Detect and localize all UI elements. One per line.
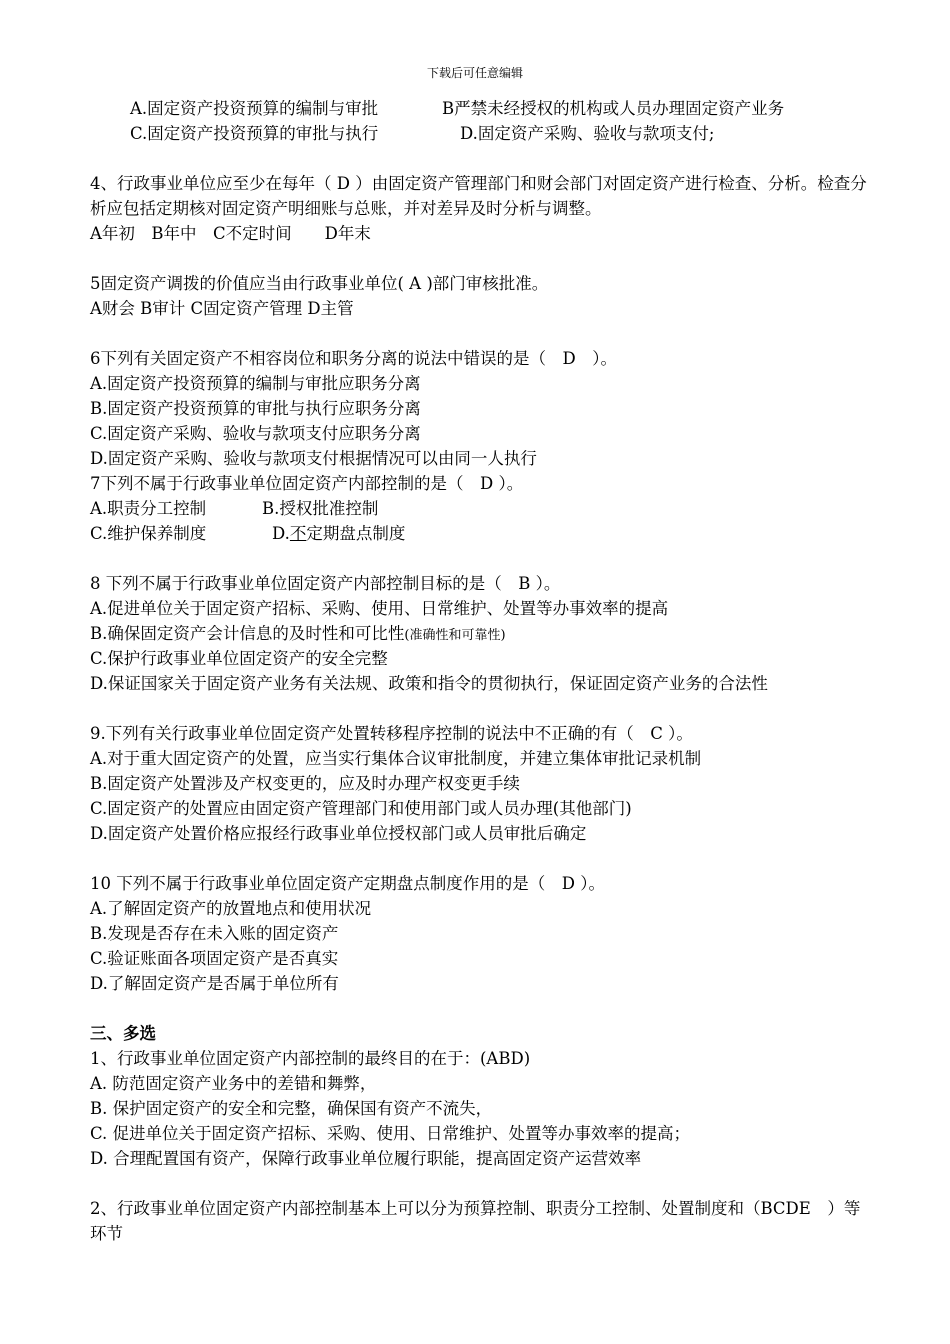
spacer <box>90 546 870 571</box>
q7-stem: 7下列不属于行政事业单位固定资产内部控制的是（ D ）。 <box>90 474 524 493</box>
q8-stem: 8 下列不属于行政事业单位固定资产内部控制目标的是（ B ）。 <box>90 574 561 593</box>
q5-options: A财会 B审计 C固定资产管理 D主管 <box>90 299 354 318</box>
q7-options-row-1 <box>90 496 870 521</box>
q7-option-d-prefix: D. <box>272 524 290 543</box>
q8-option-b-note: (准确性和可靠性) <box>404 628 506 643</box>
q4-stem: 4、行政事业单位应至少在每年（ D ）由固定资产管理部门和财会部门对固定资产进行检查、分析。检查分析应包括定期核对固定资产明细账与总账，并对差异及时分析与调整。 <box>90 174 867 218</box>
q3-option-b: B严禁未经授权的机构或人员办理固定资产业务 <box>442 99 785 118</box>
q3-option-a: A.固定资产投资预算的编制与审批 <box>130 99 379 118</box>
q6-option-b: B.固定资产投资预算的审批与执行应职务分离 <box>90 399 421 418</box>
q5-stem: 5固定资产调拨的价值应当由行政事业单位( A )部门审核批准。 <box>90 274 549 293</box>
q10-option-a: A.了解固定资产的放置地点和使用状况 <box>90 899 372 918</box>
section-title-multiple-choice: 三、多选 <box>90 1024 156 1043</box>
m1-stem: 1、行政事业单位固定资产内部控制的最终目的在于：(ABD) <box>90 1049 531 1068</box>
q9-option-d: D.固定资产处置价格应报经行政事业单位授权部门或人员审批后确定 <box>90 824 587 843</box>
spacer <box>90 146 870 171</box>
q6-stem: 6下列有关固定资产不相容岗位和职务分离的说法中错误的是（ D ）。 <box>90 349 617 368</box>
page-header: 下载后可任意编辑 <box>426 66 523 80</box>
q6-option-c: C.固定资产采购、验收与款项支付应职务分离 <box>90 424 421 443</box>
q3-options-row-1 <box>90 96 870 121</box>
document-body <box>90 96 870 1246</box>
spacer <box>90 696 870 721</box>
m1-option-a: A. 防范固定资产业务中的差错和舞弊， <box>90 1074 377 1093</box>
q7-option-a: A.职责分工控制 <box>90 499 207 518</box>
q9-option-c: C.固定资产的处置应由固定资产管理部门和使用部门或人员办理(其他部门) <box>90 799 632 818</box>
q7-option-c: C.维护保养制度 <box>90 524 207 543</box>
q8-option-c: C.保护行政事业单位固定资产的安全完整 <box>90 649 388 668</box>
spacer <box>90 246 870 271</box>
q8-option-b-text: B.确保固定资产会计信息的及时性和可比性 <box>90 624 405 643</box>
q8-option-a: A.促进单位关于固定资产招标、采购、使用、日常维护、处置等办事效率的提高 <box>90 599 669 618</box>
m1-option-b: B. 保护固定资产的安全和完整，确保国有资产不流失， <box>90 1099 493 1118</box>
q8-option-d: D.保证国家关于固定资产业务有关法规、政策和指令的贯彻执行，保证固定资产业务的合法性 <box>90 674 768 693</box>
spacer <box>90 1171 870 1196</box>
q7-option-d-underlined: 不 <box>289 524 307 543</box>
q6-option-d: D.固定资产采购、验收与款项支付根据情况可以由同一人执行 <box>90 449 537 468</box>
spacer <box>90 846 870 871</box>
q3-options-row-2 <box>90 121 870 146</box>
q9-stem: 9.下列有关行政事业单位固定资产处置转移程序控制的说法中不正确的有（ C ）。 <box>90 724 693 743</box>
q10-option-c: C.验证账面各项固定资产是否真实 <box>90 949 339 968</box>
q6-option-a: A.固定资产投资预算的编制与审批应职务分离 <box>90 374 421 393</box>
q7-option-d <box>272 521 405 546</box>
q7-options-row-2 <box>90 521 870 546</box>
q10-stem: 10 下列不属于行政事业单位固定资产定期盘点制度作用的是（ D ）。 <box>90 874 605 893</box>
q10-option-b: B.发现是否存在未入账的固定资产 <box>90 924 339 943</box>
q4-options: A年初 B年中 C不定时间 D年末 <box>90 224 371 243</box>
m2-stem: 2、行政事业单位固定资产内部控制基本上可以分为预算控制、职责分工控制、处置制度和（BCDE ）等环节 <box>90 1199 861 1243</box>
m1-option-d: D. 合理配置国有资产，保障行政事业单位履行职能，提高固定资产运营效率 <box>90 1149 642 1168</box>
q9-option-a: A.对于重大固定资产的处置，应当实行集体合议审批制度，并建立集体审批记录机制 <box>90 749 702 768</box>
q8-option-b <box>90 621 870 646</box>
q7-option-b: B.授权批准控制 <box>262 499 379 518</box>
q3-option-c: C.固定资产投资预算的审批与执行 <box>130 124 379 143</box>
spacer <box>90 996 870 1021</box>
q9-option-b: B.固定资产处置涉及产权变更的，应及时办理产权变更手续 <box>90 774 520 793</box>
m1-option-c: C. 促进单位关于固定资产招标、采购、使用、日常维护、处置等办事效率的提高； <box>90 1124 691 1143</box>
q7-option-d-rest: 定期盘点制度 <box>306 524 406 543</box>
q3-option-d: D.固定资产采购、验收与款项支付; <box>460 124 715 143</box>
q10-option-d: D.了解固定资产是否属于单位所有 <box>90 974 339 993</box>
spacer <box>90 321 870 346</box>
